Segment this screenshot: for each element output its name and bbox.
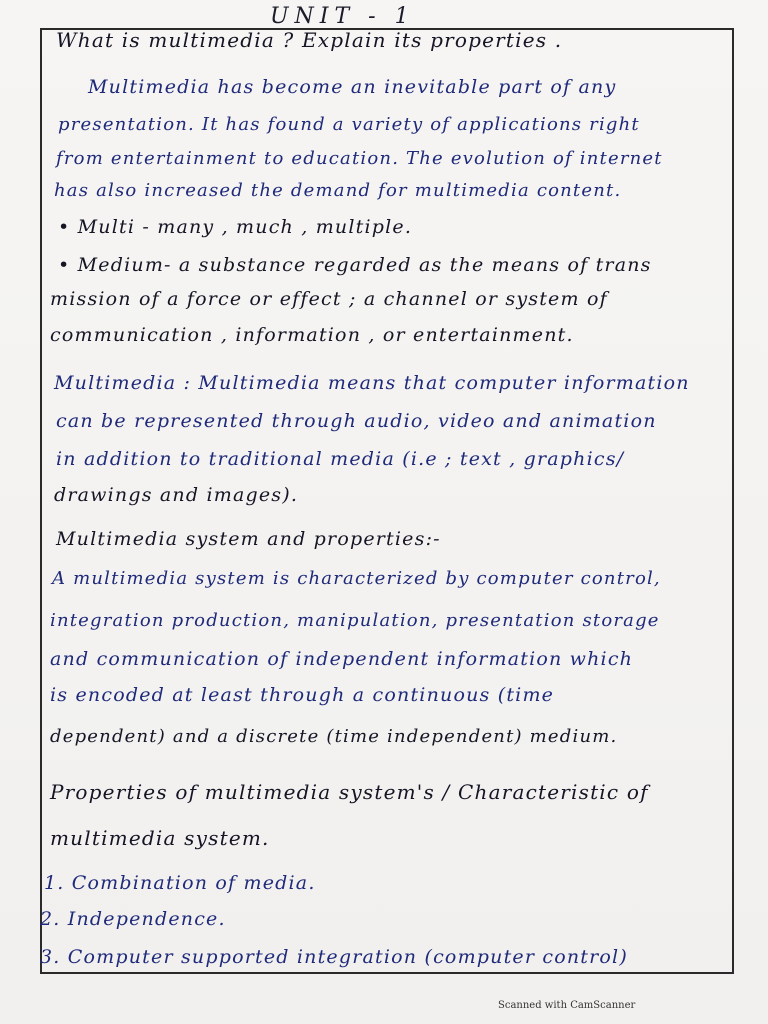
text-line: presentation. It has found a variety of applications right [58,114,640,135]
properties-heading-cont: multimedia system. [50,826,270,850]
list-item: 3. Computer supported integration (computer control) [40,946,628,968]
text-line: communication , information , or entertainment. [50,324,574,346]
properties-heading: Properties of multimedia system's / Characteristic of [50,780,649,804]
section-heading: Multimedia system and properties:- [56,528,441,550]
question-heading: What is multimedia ? Explain its properties . [56,28,563,52]
unit-heading: UNIT - 1 [270,4,415,29]
bullet-multi: • Multi - many , much , multiple. [58,216,413,238]
text-line: can be represented through audio, video and animation [56,410,657,432]
scanner-watermark: Scanned with CamScanner [498,1000,636,1011]
text-line: Multimedia has become an inevitable part of any [88,76,617,98]
text-line: A multimedia system is characterized by computer control, [52,568,661,589]
text-line: integration production, manipulation, presentation storage [50,610,660,631]
text-line: is encoded at least through a continuous (time [50,684,555,706]
text-line: in addition to traditional media (i.e ; text , graphics/ [56,448,625,470]
text-line: dependent) and a discrete (time independent) medium. [50,726,618,747]
list-item: 1. Combination of media. [44,872,316,894]
text-line: drawings and images). [54,484,299,506]
text-line: mission of a force or effect ; a channel or system of [50,288,608,310]
bullet-medium: • Medium- a substance regarded as the means of trans [58,254,652,276]
list-item: 2. Independence. [40,908,226,930]
text-line: and communication of independent information which [50,648,634,670]
text-line: has also increased the demand for multimedia content. [54,180,622,201]
multimedia-definition-heading: Multimedia : Multimedia means that computer information [54,372,690,394]
text-line: from entertainment to education. The evolution of internet [56,148,663,169]
